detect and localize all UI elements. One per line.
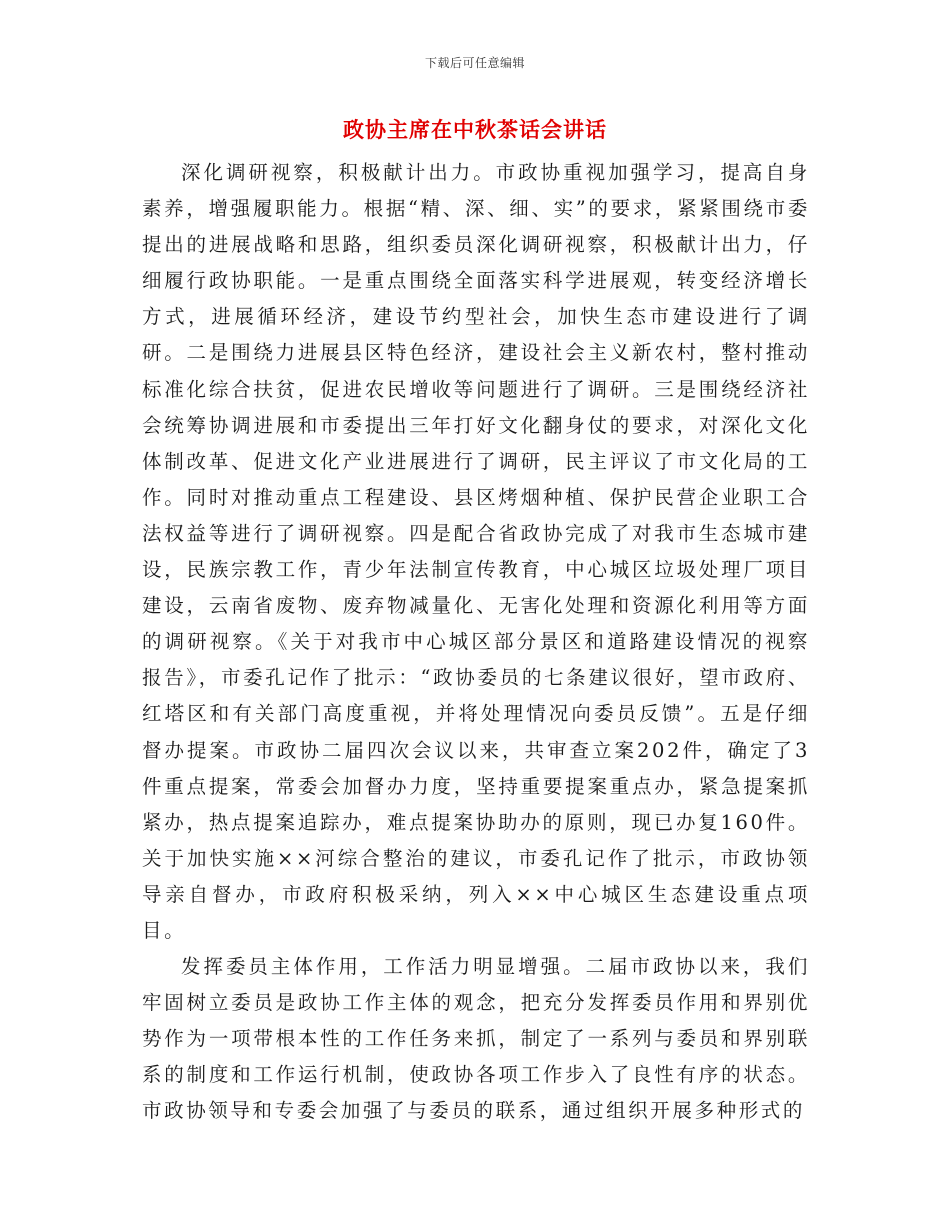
document-title: 政协主席在中秋茶话会讲话	[343, 117, 607, 142]
document-body	[142, 155, 810, 1130]
body-paragraph: 发挥委员主体作用，工作活力明显增强。二届市政协以来，我们牢固树立委员是政协工作主体的观念，把充分发挥委员作用和界别优势作为一项带根本性的工作任务来抓，制定了一系列与委员和界别联系的制度和工作运行机制，使政协各项工作步入了良性有序的状态。市政协领导和专委会加强了与委员的联系，通过组织开展多种形式的	[142, 955, 810, 1123]
download-note: 下载后可任意编辑	[424, 56, 525, 70]
body-paragraph: 深化调研视察，积极献计出力。市政协重视加强学习，提高自身素养，增强履职能力。根据“精、深、细、实”的要求，紧紧围绕市委提出的进展战略和思路，组织委员深化调研视察，积极献计出力，仔细履行政协职能。一是重点围绕全面落实科学进展观，转变经济增长方式，进展循环经济，建设节约型社会，加快生态市建设进行了调研。二是围绕力进展县区特色经济，建设社会主义新农村，整村推动标准化综合扶贫，促进农民增收等问题进行了调研。三是围绕经济社会统筹协调进展和市委提出三年打好文化翻身仗的要求，对深化文化体制改革、促进文化产业进展进行了调研，民主评议了市文化局的工作。同时对推动重点工程建设、县区烤烟种植、保护民营企业职工合法权益等进行了调研视察。四是配合省政协完成了对我市生态城市建设，民族宗教工作，青少年法制宣传教育，中心城区垃圾处理厂项目建设，云南省废物、废弃物减量化、无害化处理和资源化利用等方面的调研视察。《关于对我市中心城区部分景区和道路建设情况的视察报告》，市委孔记作了批示：“政协委员的七条建议很好，望市政府、红塔区和有关部门高度重视，并将处理情况向委员反馈”。五是仔细督办提案。市政协二届四次会议以来，共审查立案202件，确定了3件重点提案，常委会加督办力度，坚持重要提案重点办，紧急提案抓紧办，热点提案追踪办，难点提案协助办的原则，现已办复160件。关于加快实施××河综合整治的建议，市委孔记作了批示，市政协领导亲自督办，市政府积极采纳，列入××中心城区生态建设重点项目。	[142, 161, 810, 942]
